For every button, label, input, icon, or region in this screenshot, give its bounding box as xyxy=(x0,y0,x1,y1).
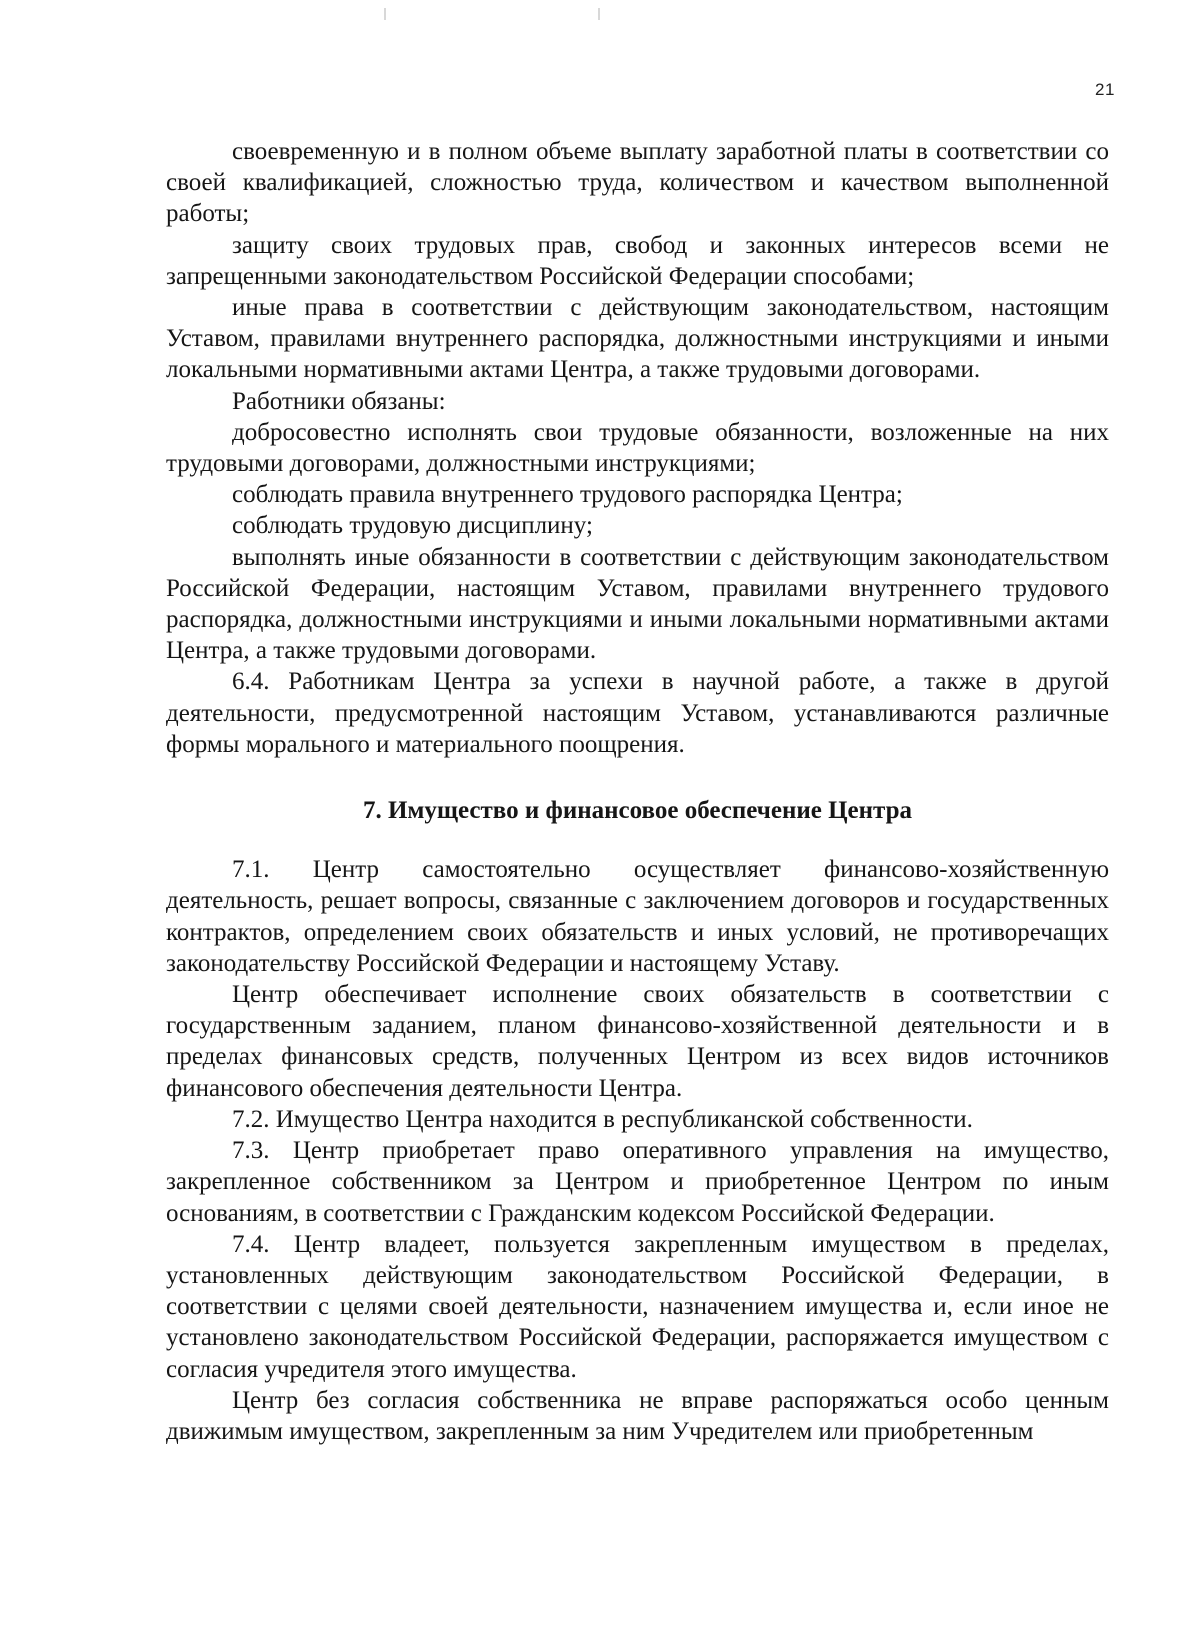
paragraph-7-1: 7.1. Центр самостоятельно осуществляет финансово-хозяйственную деятельность, решает вопросы, связанные с заключением договоров и государственных контрактов, определением своих обязательств и иных условий, не противоречащих законодательству Российской Федерации и настоящему Уставу. xyxy=(166,856,1109,977)
paragraph-duty-rules: соблюдать правила внутреннего трудового распорядка Центра; xyxy=(232,481,903,509)
paragraph-duty-discipline: соблюдать трудовую дисциплину; xyxy=(232,512,593,540)
paragraph-6-4: 6.4. Работникам Центра за успехи в научной работе, а также в другой деятельности, предусмотренной настоящим Уставом, устанавливаются различные формы морального и материального поощрения. xyxy=(166,668,1109,758)
section-heading: 7. Имущество и финансовое обеспечение Центра xyxy=(362,797,913,825)
document-body xyxy=(166,136,1109,1447)
paragraph-7-4-restriction: Центр без согласия собственника не вправе распоряжаться особо ценным движимым имуществом, закрепленным за ним Учредителем или приобретенным xyxy=(166,1386,1109,1445)
paragraph-other-rights: иные права в соответствии с действующим законодательством, настоящим Уставом, правилами внутреннего распорядка, должностными инструкциями и иными локальными нормативными актами Центра, а также трудовыми договорами. xyxy=(166,294,1109,384)
scan-artifact xyxy=(598,8,600,20)
paragraph-7-1-obligations: Центр обеспечивает исполнение своих обязательств в соответствии с государственным заданием, планом финансово-хозяйственной деятельности и в пределах финансовых средств, полученных Центром из всех видов источников финансового обеспечения деятельности Центра. xyxy=(166,981,1109,1102)
paragraph-duty-perform: добросовестно исполнять свои трудовые обязанности, возложенные на них трудовыми договорами, должностными инструкциями; xyxy=(166,418,1109,478)
paragraph-7-4: 7.4. Центр владеет, пользуется закрепленным имуществом в пределах, установленных действующим законодательством Российской Федерации, в соответствии с целями своей деятельности, назначением имущества и, если иное не установлено законодательством Российской Федерации, распоряжается имуществом с согласия учредителя этого имущества. xyxy=(166,1230,1109,1383)
paragraph-salary-right: своевременную и в полном объеме выплату заработной платы в соответствии со своей квалификацией, сложностью труда, количеством и качеством выполненной работы; xyxy=(166,138,1109,228)
paragraph-protection-right: защиту своих трудовых прав, свобод и законных интересов всеми не запрещенными законодательством Российской Федерации способами; xyxy=(166,231,1109,290)
paragraph-duty-other: выполнять иные обязанности в соответствии с действующим законодательством Российской Федерации, настоящим Уставом, правилами внутреннего трудового распорядка, должностными инструкциями и иными локальными нормативными актами Центра, а также трудовыми договорами. xyxy=(166,543,1109,665)
paragraph-obligations-intro: Работники обязаны: xyxy=(232,387,446,415)
paragraph-7-2: 7.2. Имущество Центра находится в республиканской собственности. xyxy=(232,1105,973,1133)
page-number: 21 xyxy=(1095,80,1115,99)
scan-artifact xyxy=(384,8,386,20)
paragraph-7-3: 7.3. Центр приобретает право оперативного управления на имущество, закрепленное собственником за Центром и приобретенное Центром по иным основаниям, в соответствии с Гражданским кодексом Российской Федерации. xyxy=(166,1137,1109,1227)
